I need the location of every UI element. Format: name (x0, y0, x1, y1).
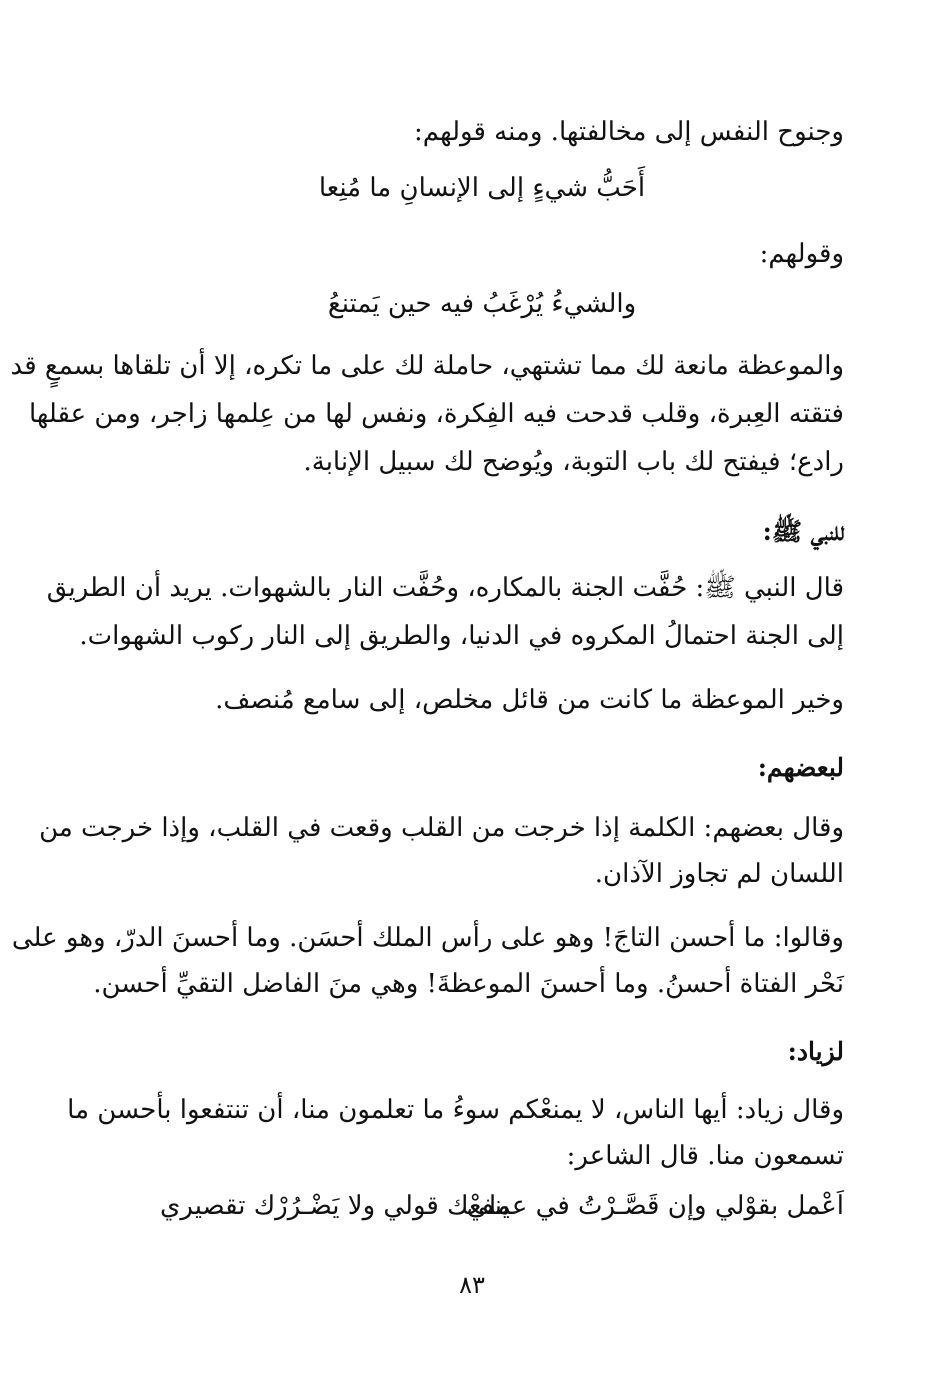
paragraph-3-line-1: قال النبي ﷺ: حُفَّت الجنة بالمكاره، وحُفَّت النار بالشهوات. يريد أن الطريق (46, 573, 844, 603)
section-heading-ziyad: لزياد: (787, 1037, 844, 1066)
paragraph-5-line-1: وقال بعضهم: الكلمة إذا خرجت من القلب وقعت في القلب، وإذا خرجت من (39, 813, 844, 843)
verse-2: والشيءُ يُرْغَبُ فيه حين يَمتنعُ (327, 289, 637, 319)
paragraph-3-line-2: إلى الجنة احتمالُ المكروه في الدنيا، والطريق إلى النار ركوب الشهوات. (79, 621, 844, 651)
paragraph-7-line-1: وقال زياد: أيها الناس، لا يمنعْكم سوءُ ما تعلمون منا، أن تنتفعوا بأحسن ما (67, 1095, 844, 1125)
paragraph-4: وخير الموعظة ما كانت من قائل مخلص، إلى سامع مُنصف. (215, 685, 844, 715)
verse-2-intro: وقولهم: (759, 239, 844, 269)
verse-3-second-half: ينفعْك قولي ولا يَضْـرُرْك تقصيري (160, 1191, 510, 1221)
verse-1: أَحَبُّ شيءٍ إلى الإنسانِ ما مُنِعا (318, 173, 646, 203)
paragraph-7-line-2: تسمعون منا. قال الشاعر: (566, 1141, 844, 1171)
page-number: ٨٣ (459, 1271, 485, 1299)
section-heading-some: لبعضهم: (757, 753, 844, 782)
section-heading-prophet: للنبي ﷺ: (762, 517, 844, 546)
paragraph-continuation: وجنوح النفس إلى مخالفتها. ومنه قولهم: (414, 117, 844, 147)
paragraph-6-line-2: نَحْر الفتاة أحسنُ. وما أحسنَ الموعظةَ! وهي منَ الفاضل التقيِّ أحسن. (93, 969, 844, 999)
paragraph-2-line-1: والموعظة مانعة لك مما تشتهي، حاملة لك على ما تكره، إلا أن تلقاها بسمعٍ قد (10, 351, 844, 381)
paragraph-2-line-2: فتقته العِبرة، وقلب قدحت فيه الفِكرة، ونفس لها من عِلمها زاجر، ومن عقلها (28, 399, 844, 429)
verse-3-first-half: اَعْمل بقوْلي وإن قَصَّـرْتُ في عملي (466, 1191, 844, 1221)
paragraph-6-line-1: وقالوا: ما أحسن التاجَ! وهو على رأس الملك أحسَن. وما أحسنَ الدرّ، وهو على (11, 923, 844, 953)
paragraph-2-line-3: رادع؛ فيفتح لك باب التوبة، ويُوضح لك سبيل الإنابة. (303, 447, 844, 477)
paragraph-5-line-2: اللسان لم تجاوز الآذان. (594, 859, 844, 889)
